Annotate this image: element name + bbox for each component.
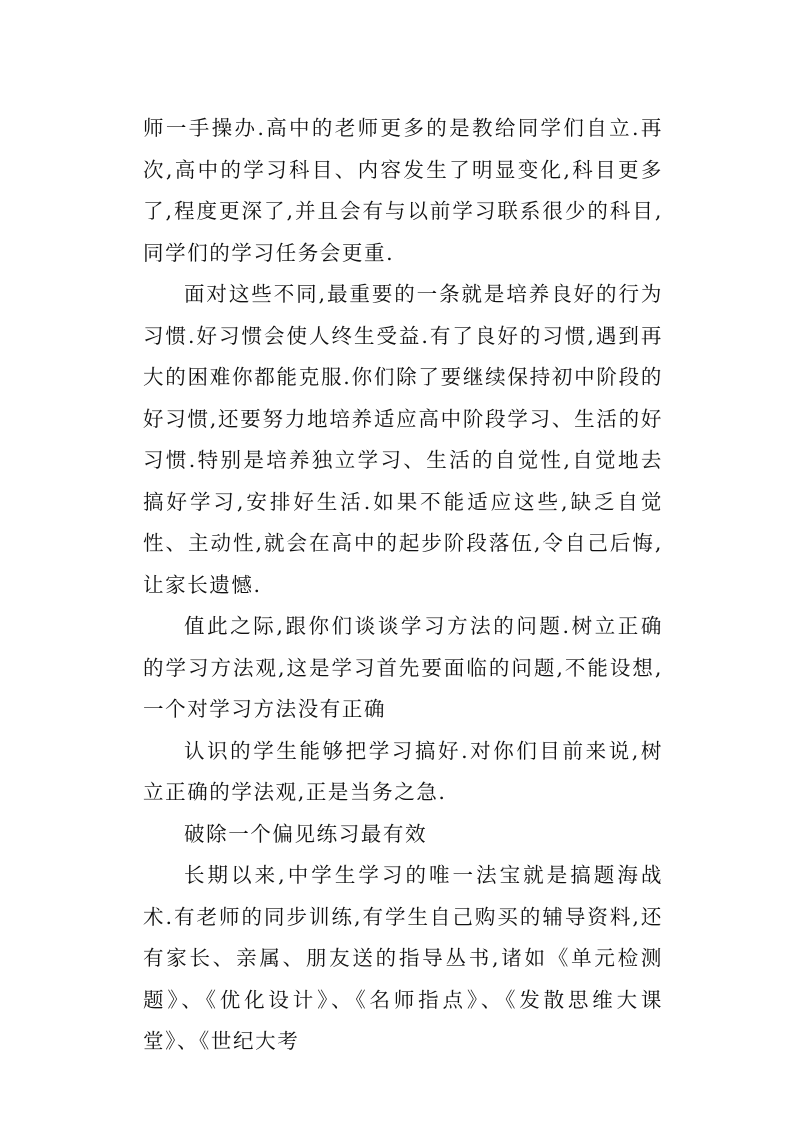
- paragraph-learning-methods: 值此之际,跟你们谈谈学习方法的问题.树立正确的学习方法观,这是学习首先要面临的问题,不能设想,一个对学习方法没有正确: [143, 614, 663, 721]
- document-body: [143, 108, 663, 1063]
- paragraph-correct-view: 认识的学生能够把学习搞好.对你们目前来说,树立正确的学法观,正是当务之急.: [143, 738, 663, 804]
- paragraph-continuation: 师一手操办.高中的老师更多的是教给同学们自立.再次,高中的学习科目、内容发生了明显变化,科目更多了,程度更深了,并且会有与以前学习联系很少的科目,同学们的学习任务会更重.: [143, 116, 663, 265]
- paragraph-habits: 面对这些不同,最重要的一条就是培养良好的行为习惯.好习惯会使人终生受益.有了良好的习惯,遇到再大的困难你都能克服.你们除了要继续保持初中阶段的好习惯,还要努力地培养适应高中阶段学习、生活的好习惯.特别是培养独立学习、生活的自觉性,自觉地去搞好学习,安排好生活.如果不能适应这些,缺乏自觉性、主动性,就会在高中的起步阶段落伍,令自己后悔,让家长遗憾.: [143, 282, 663, 597]
- section-heading: 破除一个偏见练习最有效: [184, 821, 428, 846]
- paragraph-question-sea: 长期以来,中学生学习的唯一法宝就是搞题海战术.有老师的同步训练,有学生自己购买的辅导资料,还有家长、亲属、朋友送的指导丛书,诸如《单元检测题》、《优化设计》、《名师指点》、《发散思维大课堂》、《世纪大考: [143, 863, 663, 1053]
